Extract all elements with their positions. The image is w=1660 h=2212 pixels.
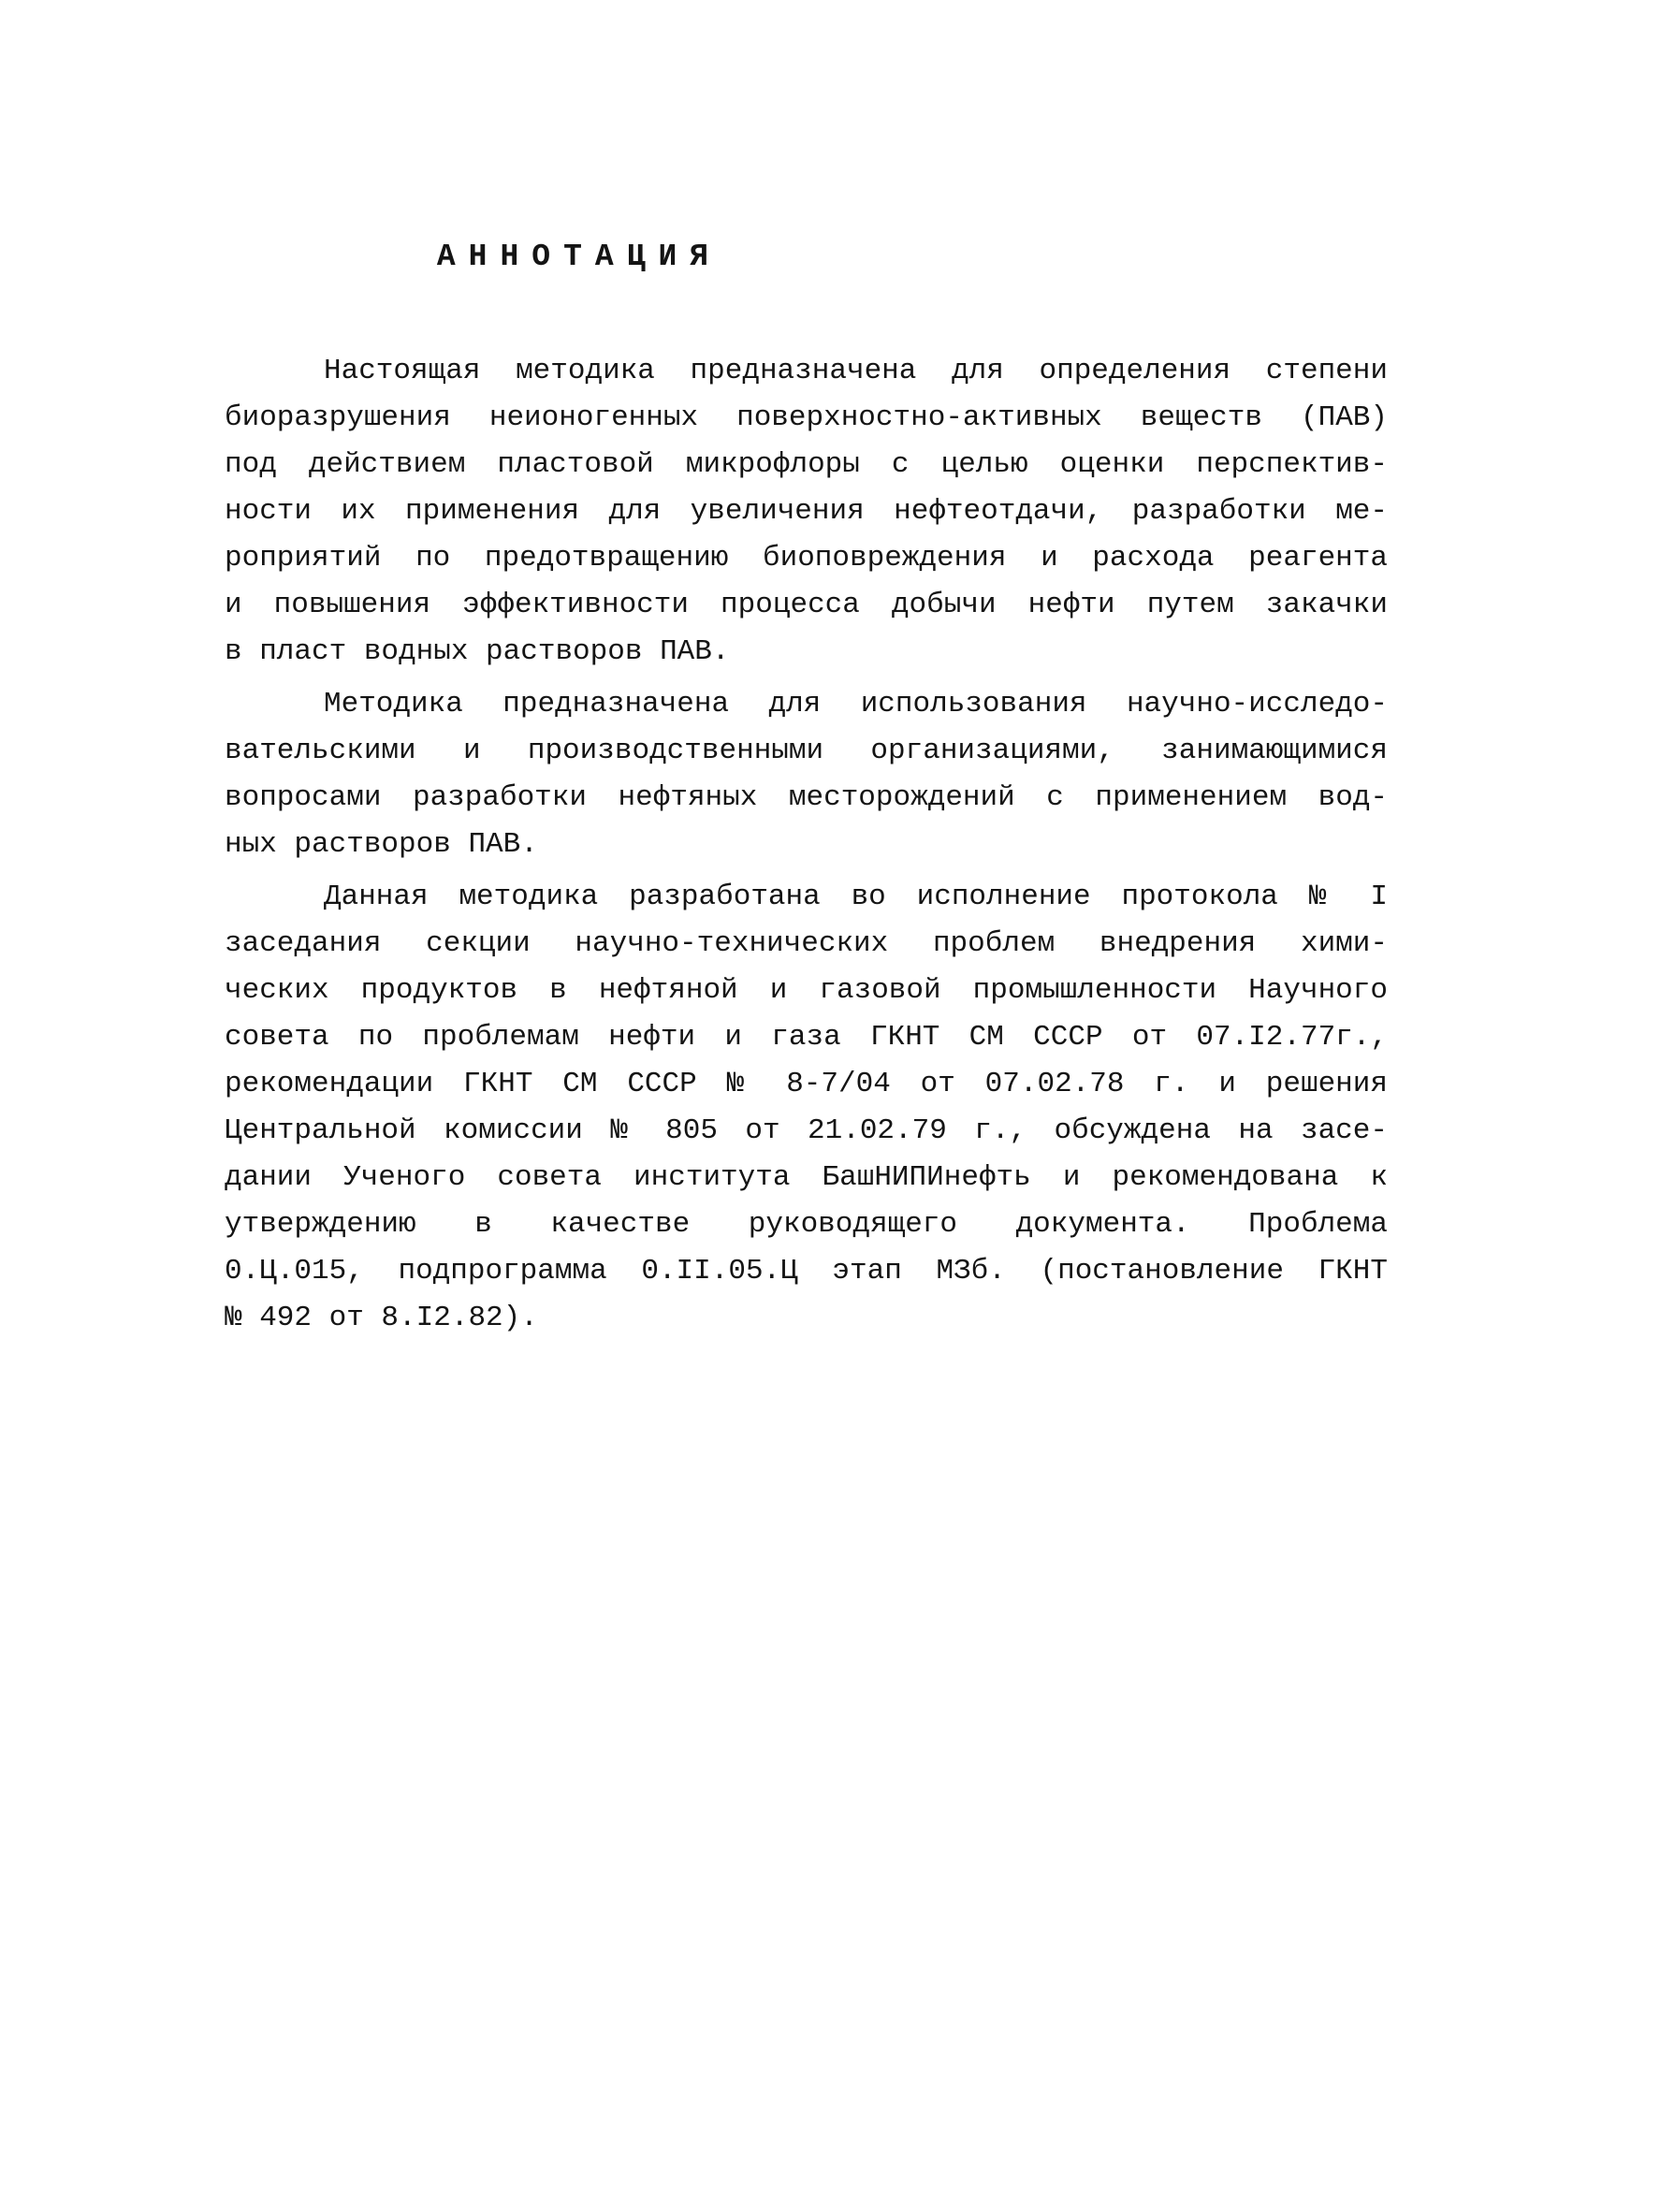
text-line: ных растворов ПАВ. — [225, 828, 538, 861]
text-line: вательскими и производственными организациями, занимающимися — [225, 735, 1388, 767]
text-line: Настоящая методика предназначена для определения степени — [324, 355, 1388, 387]
text-line: и повышения эффективности процесса добычи нефти путем закачки — [225, 589, 1388, 621]
text-line: Центральной комиссии № 805 от 21.02.79 г., обсуждена на засе- — [225, 1114, 1388, 1147]
text-line: в пласт водных растворов ПАВ. — [225, 635, 730, 668]
text-line: под действием пластовой микрофлоры с целью оценки перспектив- — [225, 448, 1388, 481]
text-line: ческих продуктов в нефтяной и газовой промышленности Научного — [225, 974, 1388, 1007]
text-line: совета по проблемам нефти и газа ГКНТ СМ СССР от 07.I2.77г., — [225, 1021, 1388, 1054]
annotation-title: АННОТАЦИЯ — [436, 240, 722, 274]
text-line: утверждению в качестве руководящего документа. Проблема — [225, 1208, 1388, 1241]
text-line: биоразрушения неионогенных поверхностно-активных веществ (ПАВ) — [225, 401, 1388, 434]
text-line: рекомендации ГКНТ СМ СССР № 8-7/04 от 07.02.78 г. и решения — [225, 1068, 1388, 1100]
paragraph-purpose — [225, 348, 1388, 676]
paragraph-basis — [225, 874, 1388, 1342]
text-line: Методика предназначена для использования научно-исследо- — [324, 688, 1388, 720]
text-line: ности их применения для увеличения нефтеотдачи, разработки ме- — [225, 495, 1388, 528]
text-line: дании Ученого совета института БашНИПИнефть и рекомендована к — [225, 1161, 1388, 1194]
annotation-body — [225, 348, 1388, 1342]
paragraph-audience — [225, 681, 1388, 868]
text-line: вопросами разработки нефтяных месторождений с применением вод- — [225, 781, 1388, 814]
text-line: Данная методика разработана во исполнение протокола № I — [324, 880, 1388, 913]
text-line: заседания секции научно-технических проблем внедрения хими- — [225, 927, 1388, 960]
text-line: роприятий по предотвращению биоповреждения и расхода реагента — [225, 542, 1388, 575]
text-line: 0.Ц.015, подпрограмма 0.II.05.Ц этап МЗб. (постановление ГКНТ — [225, 1255, 1388, 1288]
text-line: № 492 от 8.I2.82). — [225, 1302, 538, 1334]
